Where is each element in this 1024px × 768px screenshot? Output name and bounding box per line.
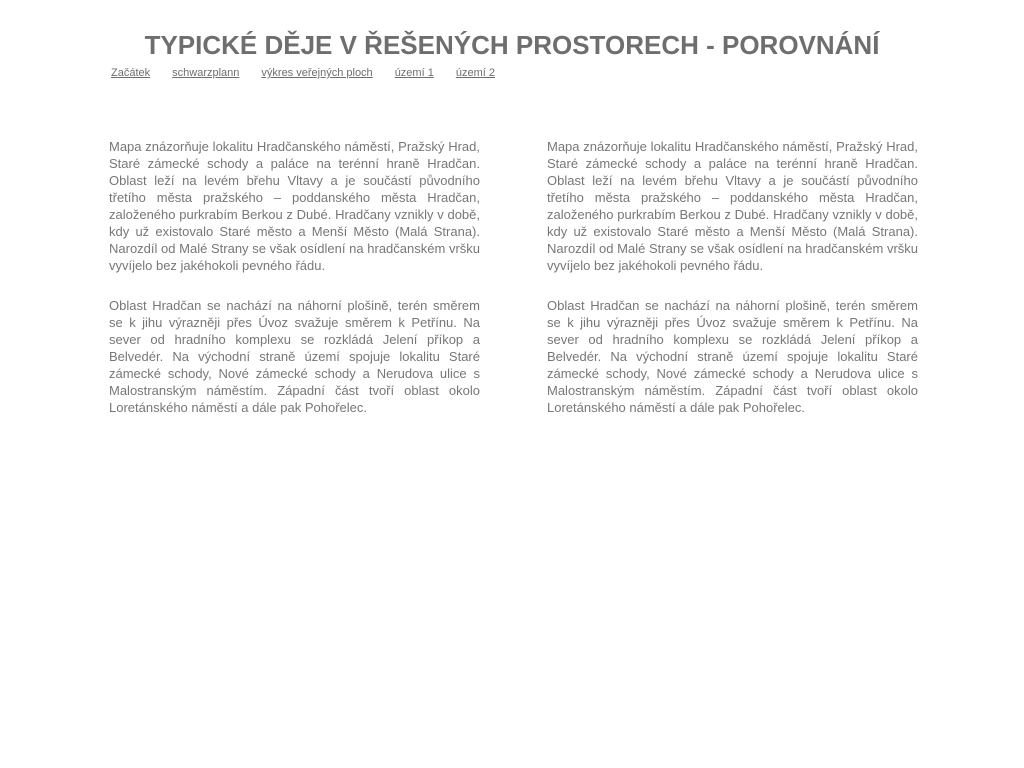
nav-link-uzemi-2[interactable]: území 2 [455,67,495,79]
nav-link-zacatek[interactable]: Začátek [111,67,151,79]
left-text-column [109,138,480,439]
right-paragraph-2: Oblast Hradčan se nachází na náhorní plošině, terén směrem se k jihu výrazněji přes Úvoz svažuje směrem k Petřínu. Na sever od hradního komplexu se rozkládá Jelení příkop a Belvedér. Na východní straně území spojuje lokalitu Staré zámecké schody, Nové zámecké schody a Nerudova ulice s Malostranským náměstím. Západní část tvoří oblast okolo Loretánského náměstí a dále pak Pohořelec. [547,298,918,415]
left-paragraph-2: Oblast Hradčan se nachází na náhorní plošině, terén směrem se k jihu výrazněji přes Úvoz svažuje směrem k Petřínu. Na sever od hradního komplexu se rozkládá Jelení příkop a Belvedér. Na východní straně území spojuje lokalitu Staré zámecké schody, Nové zámecké schody a Nerudova ulice s Malostranským náměstím. Západní část tvoří oblast okolo Loretánského náměstí a dále pak Pohořelec. [109,298,480,415]
left-paragraph-1: Mapa znázorňuje lokalitu Hradčanského náměstí, Pražský Hrad, Staré zámecké schody a paláce na terénní hraně Hradčan. Oblast leží na levém břehu Vltavy a je součástí původního třetího města pražského – poddanského města Hradčan, založeného purkrabím Berkou z Dubé. Hradčany vznikly v době, kdy už existovalo Staré město a Menší Město (Malá Strana). Narozdíl od Malé Strany se však osídlení na hradčanském vršku vyvíjelo bez jakéhokoli pevného řádu. [109,139,480,273]
nav-link-vykres-verejnych-ploch[interactable]: výkres veřejných ploch [261,67,373,79]
right-text-column [547,138,918,439]
nav-link-uzemi-1[interactable]: území 1 [394,67,434,79]
page-title: TYPICKÉ DĚJE V ŘEŠENÝCH PROSTORECH - POROVNÁNÍ [144,30,880,60]
nav-link-schwarzplann[interactable]: schwarzplann [172,67,240,79]
right-paragraph-1: Mapa znázorňuje lokalitu Hradčanského náměstí, Pražský Hrad, Staré zámecké schody a paláce na terénní hraně Hradčan. Oblast leží na levém břehu Vltavy a je součástí původního třetího města pražského – poddanského města Hradčan, založeného purkrabím Berkou z Dubé. Hradčany vznikly v době, kdy už existovalo Staré město a Menší Město (Malá Strana). Narozdíl od Malé Strany se však osídlení na hradčanském vršku vyvíjelo bez jakéhokoli pevného řádu. [547,139,918,273]
navigation-bar [111,67,517,79]
